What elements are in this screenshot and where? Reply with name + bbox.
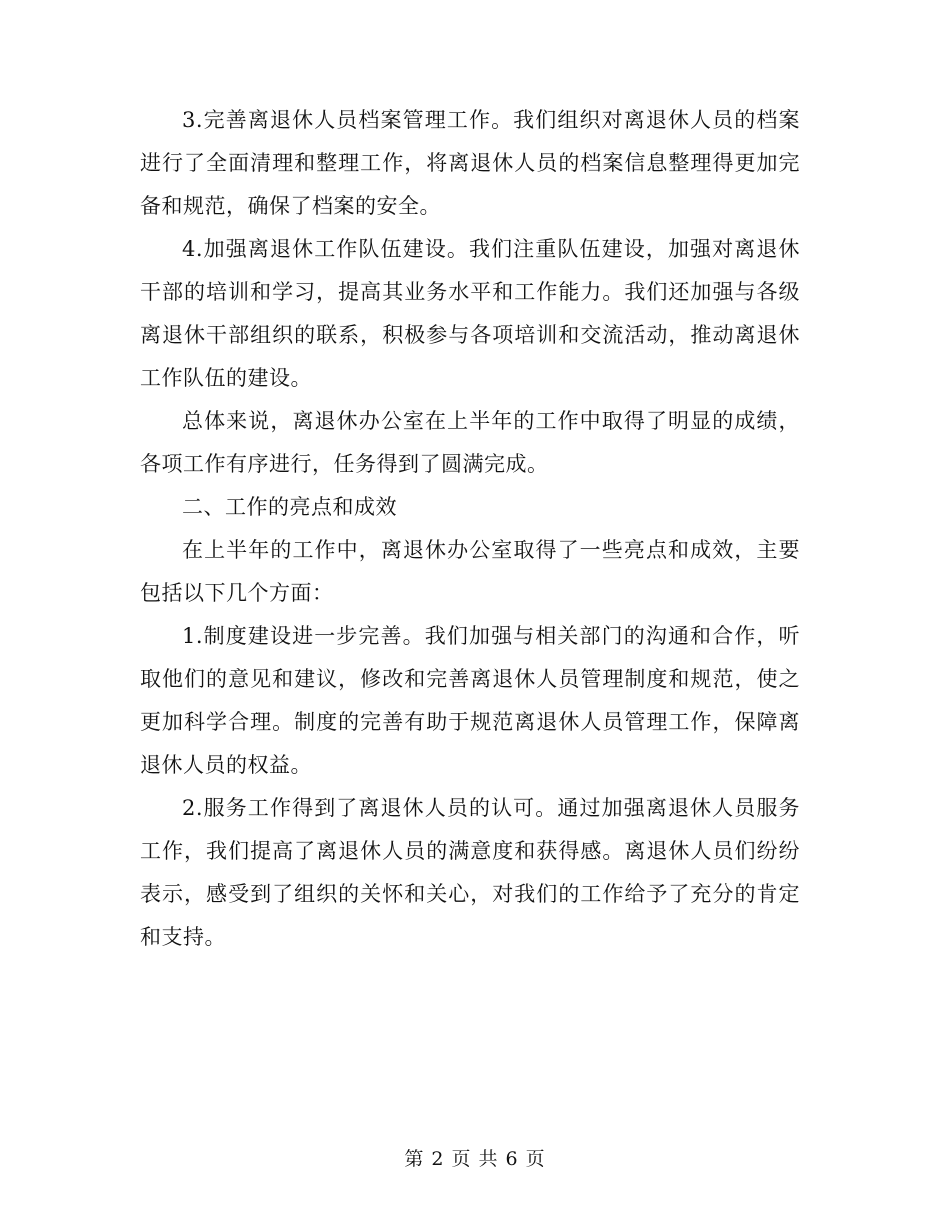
paragraph-service-recognition: 2.服务工作得到了离退休人员的认可。通过加强离退休人员服务工作，我们提高了离退休人员的满意度和获得感。离退休人员们纷纷表示，感受到了组织的关怀和关心，对我们的工作给予了充分的肯定和支持。 [140, 796, 800, 949]
paragraph-highlights-intro: 在上半年的工作中，离退休办公室取得了一些亮点和成效，主要包括以下几个方面： [140, 538, 800, 605]
paragraph-system-building: 1.制度建设进一步完善。我们加强与相关部门的沟通和合作，听取他们的意见和建议，修改和完善离退休人员管理制度和规范，使之更加科学合理。制度的完善有助于规范离退休人员管理工作，保障离退休人员的权益。 [140, 624, 800, 777]
section-heading-highlights: 二、工作的亮点和成效 [182, 495, 397, 519]
paragraph-archive-management: 3.完善离退休人员档案管理工作。我们组织对离退休人员的档案进行了全面清理和整理工作，将离退休人员的档案信息整理得更加完备和规范，确保了档案的安全。 [140, 108, 800, 218]
page-number-footer: 第 2 页 共 6 页 [404, 1148, 546, 1170]
paragraph-team-building: 4.加强离退休工作队伍建设。我们注重队伍建设，加强对离退休干部的培训和学习，提高其业务水平和工作能力。我们还加强与各级离退休干部组织的联系，积极参与各项培训和交流活动，推动离退休工作队伍的建设。 [140, 237, 800, 390]
document-body [140, 99, 800, 959]
paragraph-summary: 总体来说，离退休办公室在上半年的工作中取得了明显的成绩，各项工作有序进行，任务得到了圆满完成。 [140, 409, 800, 476]
